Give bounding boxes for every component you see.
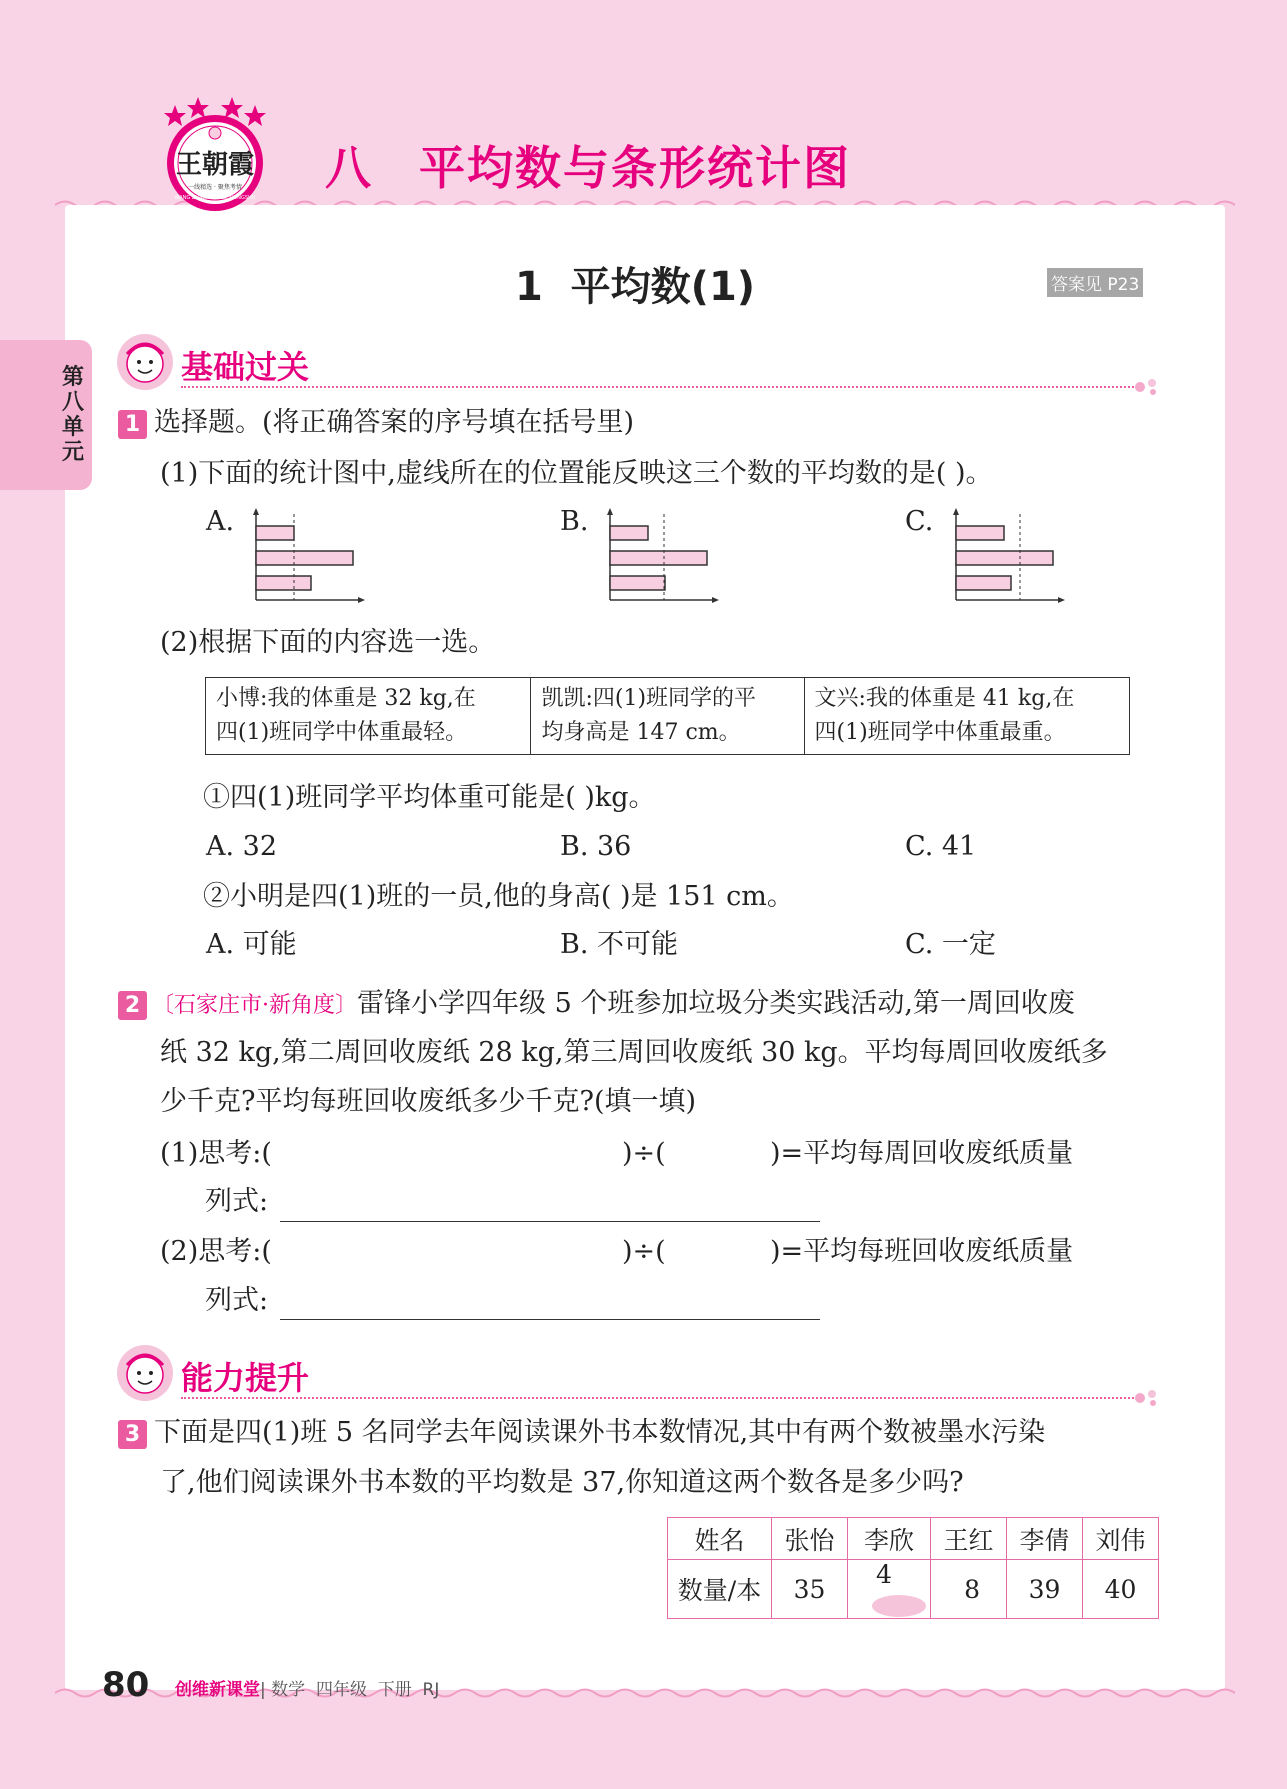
unit-side-tab-label: 第八单元	[61, 365, 84, 465]
table-cell: 王红	[931, 1518, 1007, 1560]
cartoon-face-icon	[115, 332, 175, 392]
section-divider	[181, 386, 1141, 388]
table-value: 4	[876, 1560, 892, 1589]
question-line: 下面是四(1)班 5 名同学去年阅读课外书本数情况,其中有两个数被墨水污染	[154, 1417, 1046, 1448]
question-prompt: 选择题。(将正确答案的序号填在括号里)	[154, 407, 635, 438]
table-value: 8	[964, 1574, 980, 1604]
decorative-dots-icon	[1132, 1387, 1160, 1409]
table-cell: 李倩	[1007, 1518, 1083, 1560]
decorative-dots-icon	[1132, 376, 1160, 398]
answer-reference-badge: 答案见 P23	[1047, 268, 1143, 297]
answer-line[interactable]	[280, 1319, 820, 1320]
footer-subject: | 数学 四年级 下册 RJ	[260, 1680, 440, 1700]
table-header-cell: 姓名	[668, 1518, 772, 1560]
option-text: C. 41	[905, 831, 977, 862]
table-cell: 40	[1083, 1560, 1159, 1619]
info-cell	[531, 678, 804, 755]
section-header-basic	[115, 332, 1160, 394]
page-number: 80	[102, 1665, 150, 1705]
question-number-badge: 2	[118, 991, 147, 1020]
option-text: C. 一定	[905, 929, 996, 960]
table-cell: 39	[1007, 1560, 1083, 1619]
think-result: )=平均每周回收废纸质量	[770, 1138, 1074, 1169]
subquestion-text: (1)下面的统计图中,虚线所在的位置能反映这三个数的平均数的是( )。	[160, 458, 993, 489]
reading-table	[667, 1517, 1159, 1619]
info-line: 四(1)班同学中体重最重。	[814, 720, 1066, 745]
bar-chart-option-b	[604, 508, 719, 604]
question-line: 了,他们阅读课外书本数的平均数是 37,你知道这两个数各是多少吗?	[160, 1467, 964, 1498]
question-number-badge: 3	[118, 1420, 147, 1449]
info-line: 四(1)班同学中体重最轻。	[216, 720, 468, 745]
think-operator: )÷(	[622, 1138, 666, 1169]
think-label: (2)思考:(	[160, 1236, 272, 1267]
info-line: 文兴:我的体重是 41 kg,在	[814, 686, 1075, 711]
option-label-c: C.	[905, 506, 934, 537]
brand-logo	[150, 95, 280, 215]
subquestion-text: (2)根据下面的内容选一选。	[160, 627, 496, 658]
question-text: 雷锋小学四年级 5 个班参加垃圾分类实践活动,第一周回收废	[357, 988, 1075, 1019]
footer-info	[175, 1675, 439, 1700]
chapter-name: 平均数与条形统计图	[419, 141, 851, 195]
question-source-tag: 〔石家庄市·新角度〕	[152, 993, 357, 1018]
footer-brand: 创维新课堂	[175, 1680, 260, 1700]
bar-chart-option-a	[250, 508, 365, 604]
option-label-b: B.	[560, 506, 589, 537]
table-cell: 刘伟	[1083, 1518, 1159, 1560]
subquestion-text: ①四(1)班同学平均体重可能是( )kg。	[203, 782, 656, 813]
section-title: 基础过关	[181, 348, 310, 386]
info-table	[205, 677, 1130, 755]
question-line	[152, 987, 1075, 1023]
question-line: 纸 32 kg,第二周回收废纸 28 kg,第三周回收废纸 30 kg。平均每周回收废纸多	[160, 1037, 1108, 1068]
table-row	[668, 1518, 1159, 1560]
formula-label: 列式:	[205, 1186, 269, 1217]
option-text: B. 36	[560, 831, 632, 862]
info-cell	[206, 678, 531, 755]
option-text: A. 可能	[206, 929, 297, 960]
lesson-title: 1 平均数(1)	[515, 264, 756, 310]
question-line: 少千克?平均每班回收废纸多少千克?(填一填)	[160, 1086, 697, 1117]
logo-subtitle: 一线精选 · 聚焦考情	[188, 184, 242, 191]
table-cell: 张怡	[772, 1518, 848, 1560]
info-line: 均身高是 147 cm。	[541, 720, 741, 745]
table-cell-smudged	[848, 1560, 931, 1619]
logo-pinyin: WANG ZHAOXIA XILIE CONGSHU	[174, 195, 256, 201]
cartoon-face-icon	[115, 1343, 175, 1403]
formula-label: 列式:	[205, 1285, 269, 1316]
section-header-advanced	[115, 1343, 1160, 1405]
info-cell	[804, 678, 1129, 755]
ink-smudge	[872, 1595, 926, 1617]
section-title: 能力提升	[181, 1359, 310, 1397]
think-label: (1)思考:(	[160, 1138, 272, 1169]
think-result: )=平均每班回收废纸质量	[770, 1236, 1074, 1267]
table-cell-smudged	[931, 1560, 1007, 1619]
section-divider	[181, 1397, 1141, 1399]
answer-line[interactable]	[280, 1221, 820, 1222]
logo-text: 王朝霞	[175, 150, 255, 180]
option-text: A. 32	[206, 831, 278, 862]
option-text: B. 不可能	[560, 929, 679, 960]
table-cell: 李欣	[848, 1518, 931, 1560]
chapter-title	[325, 132, 851, 198]
chapter-number: 八	[325, 141, 373, 195]
bar-chart-option-c	[950, 508, 1065, 604]
question-number-badge: 1	[118, 410, 147, 439]
info-line: 小博:我的体重是 32 kg,在	[216, 686, 476, 711]
think-operator: )÷(	[622, 1236, 666, 1267]
table-cell: 35	[772, 1560, 848, 1619]
option-label-a: A.	[206, 506, 235, 537]
table-header-cell: 数量/本	[668, 1560, 772, 1619]
subquestion-text: ②小明是四(1)班的一员,他的身高( )是 151 cm。	[203, 881, 794, 912]
table-row	[668, 1560, 1159, 1619]
info-line: 凯凯:四(1)班同学的平	[541, 686, 757, 711]
